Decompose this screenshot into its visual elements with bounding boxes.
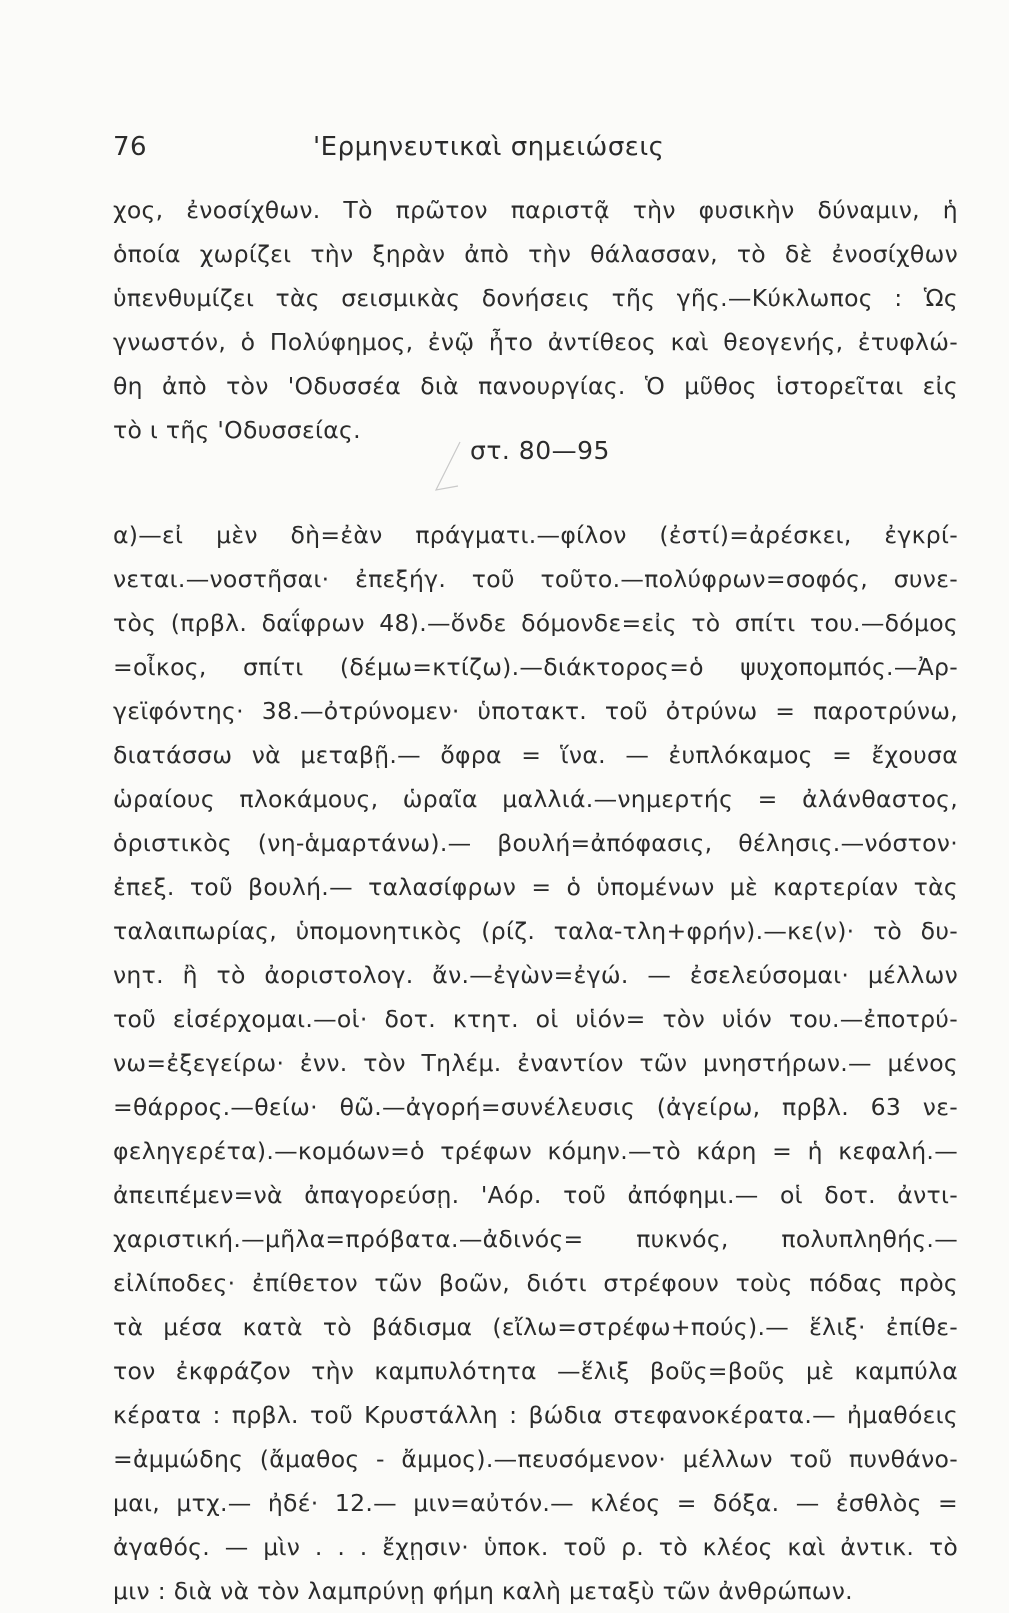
text-line: τοῦ εἰσέρχομαι.—οἱ· δοτ. κτητ. οἱ υἱόν= τὸν υἱόν του.—ἐποτρύ- bbox=[113, 1005, 958, 1033]
text-line: τὸ ι τῆς 'Οδυσσείας. bbox=[113, 416, 361, 444]
text-line: ἀγαθός. — μὶν . . . ἔχῃσιν· ὑποκ. τοῦ ρ. τὸ κλέος καὶ ἀντικ. τὸ bbox=[113, 1533, 958, 1561]
text-line: =οἶκος, σπίτι (δέμω=κτίζω).—διάκτορος=ὁ ψυχοπομπός.—Ἀρ- bbox=[113, 653, 958, 681]
commentary-paragraph bbox=[113, 513, 958, 1613]
intro-paragraph bbox=[113, 188, 958, 452]
text-line: διατάσσω νὰ μεταβῇ.— ὄφρα = ἵνα. — ἐυπλόκαμος = ἔχουσα bbox=[113, 741, 958, 769]
text-line: =θάρρος.—θείω· θῶ.—ἀγορή=συνέλευσις (ἀγείρω, πρβλ. 63 νε- bbox=[113, 1093, 958, 1121]
text-line: νεται.—νοστῆσαι· ἐπεξήγ. τοῦ τοῦτο.—πολύφρων=σοφός, συνε- bbox=[113, 565, 958, 593]
text-line: νητ. ἢ τὸ ἀοριστολογ. ἄν.—ἐγὼν=ἐγώ. — ἐσελεύσομαι· μέλλων bbox=[113, 961, 958, 989]
page-number: 76 bbox=[113, 132, 148, 162]
text-line: μιν : διὰ νὰ τὸν λαμπρύνῃ φήμη καλὴ μεταξὺ τῶν ἀνθρώπων. bbox=[113, 1577, 853, 1605]
text-line: τον ἐκφράζον τὴν καμπυλότητα —ἕλιξ βοῦς=βοῦς μὲ καμπύλα bbox=[113, 1357, 958, 1385]
running-head bbox=[113, 132, 953, 172]
text-line: γεϊφόντης· 38.—ὀτρύνομεν· ὑποτακτ. τοῦ ὀτρύνω = παροτρύνω, bbox=[113, 697, 958, 725]
text-line: ὡραίους πλοκάμους, ὡραῖα μαλλιά.—νημερτής = ἀλάνθαστος, bbox=[113, 785, 958, 813]
text-line: ὁριστικὸς (νη-ἁμαρτάνω).— βουλή=ἀπόφασις, θέλησις.—νόστον· bbox=[113, 829, 958, 857]
text-line: τὰ μέσα κατὰ τὸ βάδισμα (εἴλω=στρέφω+πούς).— ἕλιξ· ἐπίθε- bbox=[113, 1313, 958, 1341]
section-heading: στ. 80—95 bbox=[470, 436, 610, 465]
text-line: μαι, μτχ.— ἠδέ· 12.— μιν=αὐτόν.— κλέος = δόξα. — ἐσθλὸς = bbox=[113, 1489, 958, 1517]
text-line: φεληγερέτα).—κομόων=ὁ τρέφων κόμην.—τὸ κάρη = ἡ κεφαλή.— bbox=[113, 1137, 958, 1165]
text-line: =ἀμμώδης (ἄμαθος - ἄμμος).—πευσόμενον· μέλλων τοῦ πυνθάνο- bbox=[113, 1445, 958, 1473]
running-title: 'Ερμηνευτικαὶ σημειώσεις bbox=[313, 132, 665, 162]
text-line: τὸς (πρβλ. δαΐφρων 48).—ὅνδε δόμονδε=εἰς τὸ σπίτι του.—δόμος bbox=[113, 609, 958, 637]
text-line: κέρατα : πρβλ. τοῦ Κρυστάλλη : βώδια στεφανοκέρατα.— ἠμαθόεις bbox=[113, 1401, 958, 1429]
text-line: νω=ἐξεγείρω· ἐνν. τὸν Τηλέμ. ἐναντίον τῶν μνηστήρων.— μένος bbox=[113, 1049, 958, 1077]
text-line: εἰλίποδες· ἐπίθετον τῶν βοῶν, διότι στρέφουν τοὺς πόδας πρὸς bbox=[113, 1269, 958, 1297]
text-line: χος, ἐνοσίχθων. Τὸ πρῶτον παριστᾷ τὴν φυσικὴν δύναμιν, ἡ bbox=[113, 196, 958, 224]
pencil-mark bbox=[430, 440, 470, 495]
text-line: χαριστική.—μῆλα=πρόβατα.—ἀδινός= πυκνός, πολυπληθής.— bbox=[113, 1225, 958, 1253]
text-line: ὑπενθυμίζει τὰς σεισμικὰς δονήσεις τῆς γῆς.—Κύκλωπος : Ὡς bbox=[113, 284, 958, 312]
text-line: ἐπεξ. τοῦ βουλή.— ταλασίφρων = ὁ ὑπομένων μὲ καρτερίαν τὰς bbox=[113, 873, 958, 901]
text-line: ἀπειπέμεν=νὰ ἀπαγορεύσῃ. 'Αόρ. τοῦ ἀπόφημι.— οἱ δοτ. ἀντι- bbox=[113, 1181, 958, 1209]
text-line: γνωστόν, ὁ Πολύφημος, ἐνῷ ἦτο ἀντίθεος καὶ θεογενής, ἐτυφλώ- bbox=[113, 328, 958, 356]
text-line: θη ἀπὸ τὸν 'Οδυσσέα διὰ πανουργίας. Ὁ μῦθος ἱστορεῖται εἰς bbox=[113, 372, 958, 400]
text-line: α)—εἰ μὲν δὴ=ἐὰν πράγματι.—φίλον (ἐστί)=ἀρέσκει, ἐγκρί- bbox=[113, 521, 958, 549]
text-line: ταλαιπωρίας, ὑπομονητικὸς (ρίζ. ταλα-τλη+φρήν).—κε(ν)· τὸ δυ- bbox=[113, 917, 958, 945]
text-line: ὁποία χωρίζει τὴν ξηρὰν ἀπὸ τὴν θάλασσαν, τὸ δὲ ἐνοσίχθων bbox=[113, 240, 958, 268]
